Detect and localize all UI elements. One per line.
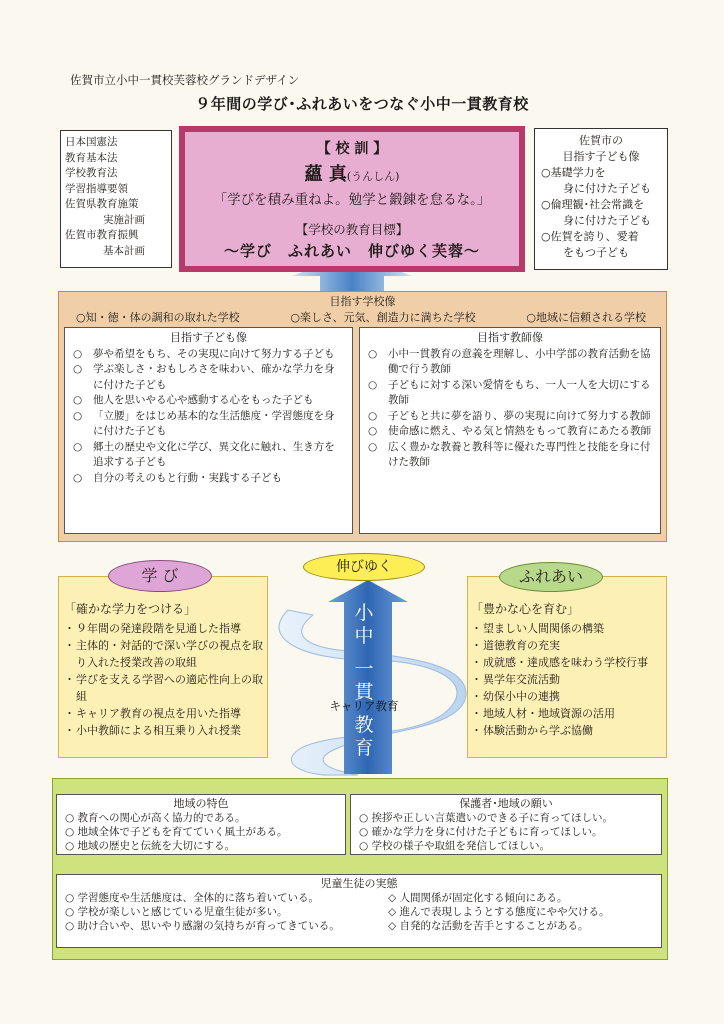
motto-name-text: 蘊 真 [304,164,347,185]
list-item-text: 小中一貫教育の意義を理解し、小中学部の教育活動を協働で行う教師 [388,347,651,375]
students-heading: 児童生徒の実態 [320,877,398,890]
school-ideal-item: ○地域に信頼される学校 [526,311,646,324]
vertical-char: 一 [354,658,374,680]
circle-mark: ○ [73,347,83,360]
vertical-char: 貫 [354,681,374,703]
list-item [368,347,652,378]
list-item [64,620,269,637]
law-item: 佐賀県教育施策 [65,198,139,210]
list-item: ◇ 人間関係が固定化する傾向にある。 [388,892,568,904]
list-item-text: キャリア教育の視点を用いた指導 [76,707,241,720]
bullet: ・ [64,622,75,635]
list-item-text: 他人を思いやる心や感動する心をもった子ども [93,394,314,406]
list-item [471,671,666,688]
list-item [73,409,344,440]
career-education-label: キャリア教育 [329,699,399,713]
list-item [64,722,269,739]
school-motto [185,132,519,266]
list-item-text: 成就感・達成感を味わう学校行事 [483,656,648,669]
law-item: 教育基本法 [65,151,118,164]
list-item-text: 「立腰」をはじめ基本的な生活態度・学習態度を身に付けた子ども [93,409,335,437]
circle-mark: ○ [368,440,378,453]
school-ideal-item: ○知・徳・体の調和の取れた学校 [76,311,240,324]
school-ideal-heading: 目指す学校像 [329,295,396,308]
list-item: ○ 教育への関心が高く協力的である。 [65,812,246,824]
parents-heading: 保護者･地域の願い [459,797,553,810]
child-ideal-box [64,327,353,534]
city-ideal-title: 佐賀市の [579,134,623,147]
list-item-text: 学びを支える学習への適応性向上の取組 [76,673,263,703]
region-heading: 地域の特色 [173,797,229,810]
list-item-text: 主体的・対話的で深い学びの視点を取り入れた授業改善の取組 [76,639,263,669]
fureai-list [471,601,666,739]
bullet: ・ [64,673,75,686]
list-item-text: 体験活動から学ぶ協働 [483,724,593,737]
bullet: ・ [471,690,482,703]
list-item [73,471,344,487]
law-item: 基本計画 [103,244,145,257]
list-item-text: 異学年交流活動 [483,673,560,686]
motto-label: 【 校 訓 】 [316,141,388,157]
list-item [471,637,666,654]
circle-mark: ○ [73,363,83,375]
list-item [64,637,269,671]
circle-mark: ○ [73,409,83,422]
vertical-char: 小 [354,602,374,624]
list-item [368,378,652,409]
bullet: ・ [471,724,482,737]
integrated-education-text-2 [344,714,384,760]
bullet: ・ [471,707,482,720]
bullet: ・ [471,673,482,686]
circle-mark: ○ [368,378,378,391]
list-item-text: 幼保小中の連携 [483,690,560,703]
list-item [471,688,666,705]
list-item-text: 広く豊かな教養と教科等に優れた専門性と技能を身に付けた教師 [388,440,651,468]
motto-name [185,160,519,186]
circle-mark: ○ [368,347,378,360]
list-item: ○ 学校の様子や取組を発信してほしい。 [359,840,550,852]
vertical-char: 教 [354,714,374,736]
city-ideal-line: ○佐賀を誇り、愛着 [541,230,639,243]
list-item [368,424,652,440]
child-ideal-heading: 目指す子ども像 [170,331,247,344]
list-item [368,409,652,425]
students-issues [388,891,653,933]
city-ideal-line: 身に付けた子ども [563,182,651,195]
students-strengths [65,891,388,933]
list-item-text: 使命感に燃え、やる気と情熱をもって教育にあたる教師 [388,425,652,437]
list-item-text: 子どもに対する深い愛情をもち、一人一人を大切にする教師 [388,378,651,406]
list-item-text: 道徳教育の充実 [483,639,560,652]
bullet: ・ [471,639,482,652]
list-item: ○ 確かな学力を身に付けた子どもに育ってほしい。 [359,826,603,838]
list-item-text: 地域人材・地域資源の活用 [483,707,615,720]
region-features-box [56,794,346,855]
circle-mark: ○ [73,394,83,406]
motto-reading: (うんしん) [346,170,400,183]
city-ideal-line: ○倫理観･社会常識を [541,198,645,211]
parents-wishes-box [350,794,662,855]
list-item [471,705,666,722]
law-item: 実施計画 [103,213,145,226]
bullet: ・ [471,656,482,669]
document-title: ９年間の学び･ふれあいをつなぐ小中一貫教育校 [195,95,529,113]
list-item: ○ 挨拶や正しい言葉遣いのできる子に育ってほしい。 [359,812,613,824]
fureai-heading: 「豊かな心を育む」 [471,602,580,616]
students-reality-box [56,874,662,948]
bullet: ・ [471,622,482,635]
fureai-label: ふれあい [499,562,603,592]
list-item-text: 自分の考えのもと行動・実践する子ども [93,471,282,484]
school-motto-frame [179,126,525,272]
list-item-text: 郷土の歴史や文化に学び、異文化に触れ、生き方を追求する子ども [93,440,335,468]
list-item [64,705,269,722]
learning-heading: 「確かな学力をつける」 [64,602,197,616]
bullet: ・ [64,707,75,720]
list-item [368,440,652,471]
list-item-text: 小中教師による相互乗り入れ授業 [76,724,241,737]
list-item [73,362,344,393]
legal-basis-box [60,130,172,268]
bullet: ・ [64,724,75,737]
circle-mark: ○ [368,425,378,437]
list-item: ○ 助け合いや、思いやり感謝の気持ちが育ってきている。 [65,920,340,932]
list-item: ○ 地域全体で子どもを育てていく風土がある。 [65,826,288,838]
list-item: ○ 地域の歴史と伝統を大切にする。 [65,840,235,852]
school-ideal-list [76,309,666,325]
learning-list [64,601,269,739]
city-ideal-line: ○基礎学力を [541,166,606,179]
list-item [471,620,666,637]
list-item-text: 夢や希望をもち、その実現に向けて努力する子ども [93,347,335,360]
motto-quote: 「学びを積み重ねよ。勉学と鍛錬を怠るな。」 [213,192,491,208]
law-item: 佐賀市教育振興 [65,229,139,241]
teacher-ideal-box [359,327,661,534]
list-item [64,671,269,705]
circle-mark: ○ [368,409,378,422]
list-item [73,393,344,409]
list-item-text: 学ぶ楽しさ・おもしろさを味わい、確かな学力を身に付けた子ども [93,363,335,391]
circle-mark: ○ [73,471,83,484]
city-ideal-title: 目指す子ども像 [562,150,640,163]
list-item: ◇ 進んで表現しようとする態度にやや欠ける。 [388,906,610,918]
school-ideal-item: ○楽しさ、元気、創造力に満ちた学校 [290,311,476,324]
list-item [471,654,666,671]
circle-mark: ○ [73,440,83,453]
document-subtitle: 佐賀市立小中一貫校芙蓉校グランドデザイン [70,73,300,87]
bullet: ・ [64,639,75,652]
list-item-text: 子どもと共に夢を語り、夢の実現に向けて努力する教師 [388,409,651,422]
list-item-text: ９年間の発達段階を見通した指導 [76,622,241,635]
city-ideal-line: をもつ子ども [563,246,629,259]
list-item: ◇ 自発的な活動を苦手とすることがある。 [388,920,589,932]
list-item [73,440,344,471]
education-goal-label: 【学校の教育目標】 [295,222,409,237]
city-ideal-line: 身に付けた子ども [563,214,651,227]
growing-label: 伸びゆく [303,553,425,581]
list-item: ○ 学校が楽しいと感じている児童生徒が多い。 [65,906,288,918]
vertical-char: 育 [354,737,374,759]
integrated-education-text [344,602,384,704]
list-item-text: 望ましい人間関係の構築 [483,622,604,635]
law-item: 学校教育法 [65,167,118,179]
education-goal: ～学び ふれあい 伸びゆく芙蓉～ [223,242,480,260]
law-item: 学習指導要領 [65,182,128,195]
law-item: 日本国憲法 [65,136,118,148]
vertical-char: 中 [354,625,374,647]
teacher-ideal-heading: 目指す教師像 [477,331,543,344]
list-item [73,347,344,363]
students-columns [65,891,653,933]
list-item: ○ 学習態度や生活態度は、全体的に落ち着いている。 [65,892,319,904]
list-item [471,722,666,739]
city-child-ideal-box [534,128,668,270]
learning-label: 学 び [108,560,212,592]
